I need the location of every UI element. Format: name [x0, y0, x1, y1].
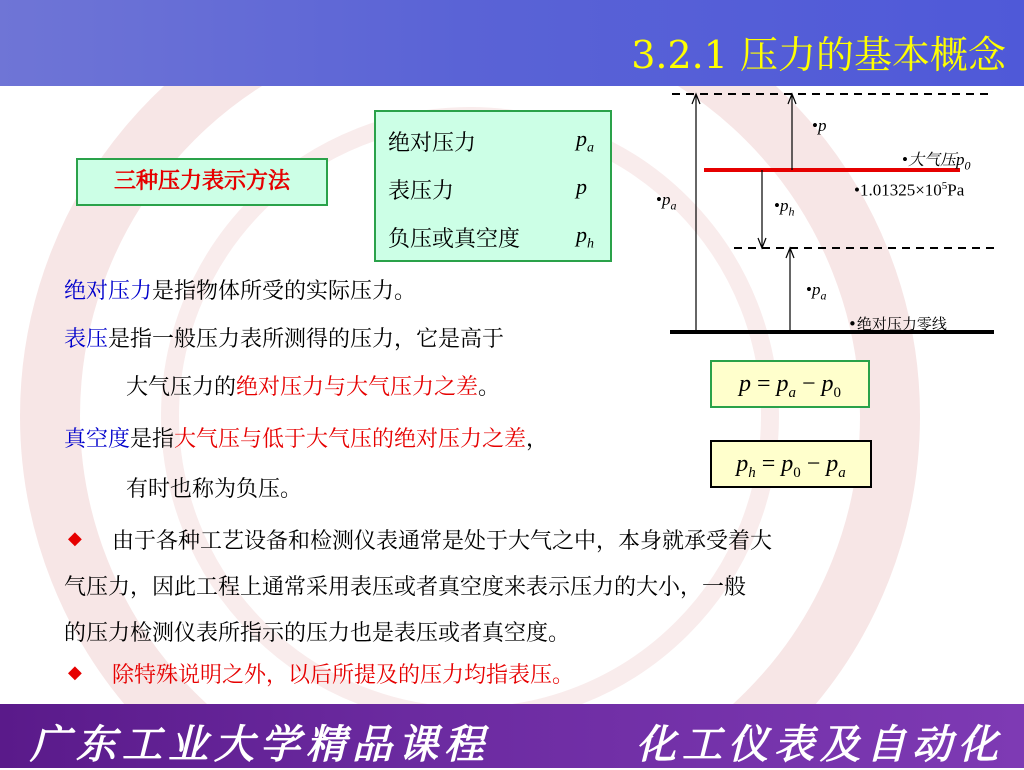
label-absolute-zero: •绝对压力零线	[848, 315, 947, 333]
gauge-pressure-definition	[64, 322, 504, 353]
absolute-pressure-term: 绝对压力	[64, 279, 153, 304]
table-row-label-gauge: 表压力	[388, 179, 455, 204]
absolute-pressure-definition	[64, 274, 416, 305]
vacuum-mid: 是指	[130, 427, 175, 452]
table-row-label-absolute: 绝对压力	[388, 131, 477, 156]
vacuum-highlight: 大气压与低于大气压的绝对压力之差	[174, 427, 527, 452]
diamond-bullet-icon: ◆	[68, 662, 82, 683]
table-row-symbol-absolute: $p_a$	[576, 126, 594, 156]
formula-vacuum: $p_h = p_0 - p_a$	[710, 440, 872, 488]
bullet-1-line2: 气压力，因此工程上通常采用表压或者真空度来表示压力的大小，一般	[64, 575, 747, 600]
table-row-symbol-gauge: p	[576, 174, 587, 199]
table-row-label-vacuum: 负压或真空度	[388, 227, 521, 252]
bullet-2-line1: 除特殊说明之外，以后所提及的压力均指表压。	[112, 663, 575, 688]
diamond-bullet-icon: ◆	[68, 528, 82, 549]
gauge-line2-highlight: 绝对压力与大气压力之差	[236, 375, 479, 400]
label-atmospheric-value: $•1.01325\times 10^5Pa$	[854, 180, 965, 200]
vacuum-definition	[64, 422, 548, 453]
formula-gauge: $p = p_a - p_0$	[710, 360, 870, 408]
pressure-types-table	[374, 110, 612, 262]
bullet-1-line3: 的压力检测仪表所指示的压力也是表压或者真空度。	[64, 621, 571, 646]
gauge-pressure-text: 是指一般压力表所测得的压力，它是高于	[108, 327, 505, 352]
footer-course-name: 广东工业大学精品课程	[30, 722, 490, 768]
label-p: •p	[812, 116, 827, 135]
footer-subject: 化工仪表及自动化	[636, 722, 1004, 768]
absolute-pressure-text: 是指物体所受的实际压力。	[152, 279, 417, 304]
vacuum-term: 真空度	[64, 427, 131, 452]
gauge-line2-suffix: 。	[478, 375, 501, 400]
label-ph: $•p_h$	[774, 196, 795, 219]
three-methods-label: 三种压力表示方法	[76, 158, 328, 206]
bullet-1-line1: 由于各种工艺设备和检测仪表通常是处于大气之中，本身就承受着大	[112, 529, 773, 554]
pressure-diagram	[660, 86, 1010, 346]
label-atmospheric: •大气压$p_0$	[902, 150, 971, 173]
table-row-symbol-vacuum: $p_h$	[576, 222, 594, 252]
gauge-line2-prefix: 大气压力的	[126, 375, 237, 400]
label-pa-bottom: $•p_a$	[806, 280, 827, 303]
gauge-pressure-term: 表压	[64, 327, 109, 352]
vacuum-suffix: ，	[526, 427, 549, 452]
label-pa-left: $•p_a$	[656, 190, 677, 213]
vacuum-definition-line2: 有时也称为负压。	[126, 477, 303, 502]
gauge-pressure-definition-line2	[126, 370, 500, 401]
page-title: 3.2.1 压力的基本概念	[631, 33, 1006, 77]
